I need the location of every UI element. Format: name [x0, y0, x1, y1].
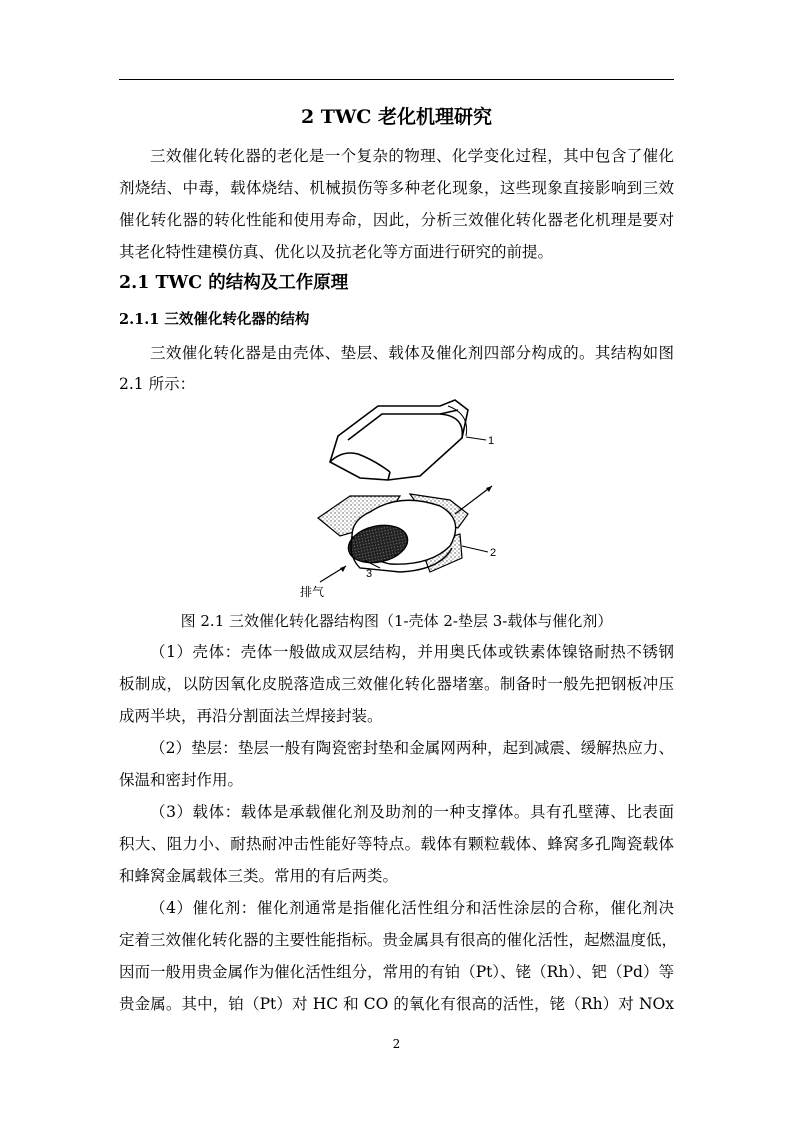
figure-caption: 图 2.1 三效催化转化器结构图（1-壳体 2-垫层 3-载体与催化剂） [180, 612, 613, 630]
section-heading-2-1: 2.1 TWC 的结构及工作原理 [119, 273, 349, 293]
intro-line-1: 三效催化转化器的老化是一个复杂的物理、化学变化过程，其中包含了催化 [150, 147, 674, 165]
shell-line-2: 板制成，以防因氧化皮脱落造成三效催化转化器堵塞。制备时一般先把钢板冲压 [119, 675, 674, 693]
shell-line-1: （1）壳体：壳体一般做成双层结构，并用奥氏体或铁素体镍铬耐热不锈钢 [150, 643, 674, 661]
intro-line-3: 催化转化器的转化性能和使用寿命，因此，分析三效催化转化器老化机理是要对 [119, 211, 674, 229]
figure-label-1: 1 [488, 435, 495, 447]
figure-label-3: 3 [366, 568, 373, 580]
shell-drawing [330, 400, 468, 480]
carrier-line-3: 和蜂窝金属载体三类。常用的有后两类。 [119, 867, 399, 885]
intro-line-4: 其老化特性建模仿真、优化以及抗老化等方面进行研究的前提。 [119, 243, 554, 261]
carrier-line-2: 积大、阻力小、耐热耐冲击性能好等特点。载体有颗粒载体、蜂窝多孔陶瓷载体 [119, 835, 674, 853]
structure-line-2: 2.1 所示： [119, 375, 196, 393]
figure-label-exhaust: 排气 [300, 585, 325, 599]
catalyst-line-3: 因而一般用贵金属作为催化活性组分，常用的有铂（Pt）、铑（Rh）、钯（Pd）等 [119, 963, 674, 981]
intro-line-2: 剂烧结、中毒，载体烧结、机械损伤等多种老化现象，这些现象直接影响到三效 [119, 179, 674, 197]
structure-line-1: 三效催化转化器是由壳体、垫层、载体及催化剂四部分构成的。其结构如图 [150, 344, 674, 362]
catalytic-converter-figure [290, 396, 520, 602]
chapter-title: 2 TWC 老化机理研究 [300, 106, 493, 128]
catalyst-line-1: （4）催化剂：催化剂通常是指催化活性组分和活性涂层的合称，催化剂决 [150, 899, 674, 917]
page-number: 2 [392, 1037, 401, 1051]
section-heading-2-1-1: 2.1.1 三效催化转化器的结构 [119, 311, 310, 328]
figure-label-2: 2 [490, 547, 497, 559]
carrier-line-1: （3）载体：载体是承载催化剂及助剂的一种支撑体。具有孔壁薄、比表面 [150, 803, 674, 821]
catalyst-line-4: 贵金属。其中，铂（Pt）对 HC 和 CO 的氧化有很高的活性，铑（Rh）对 NOx [119, 995, 674, 1013]
shell-line-3: 成两半块，再沿分割面法兰焊接封装。 [119, 707, 383, 725]
header-rule [119, 79, 674, 80]
mat-line-2: 保温和密封作用。 [119, 771, 244, 789]
catalyst-line-2: 定着三效催化转化器的主要性能指标。贵金属具有很高的催化活性，起燃温度低， [119, 931, 678, 949]
mat-line-1: （2）垫层：垫层一般有陶瓷密封垫和金属网两种，起到减震、缓解热应力、 [150, 739, 674, 757]
